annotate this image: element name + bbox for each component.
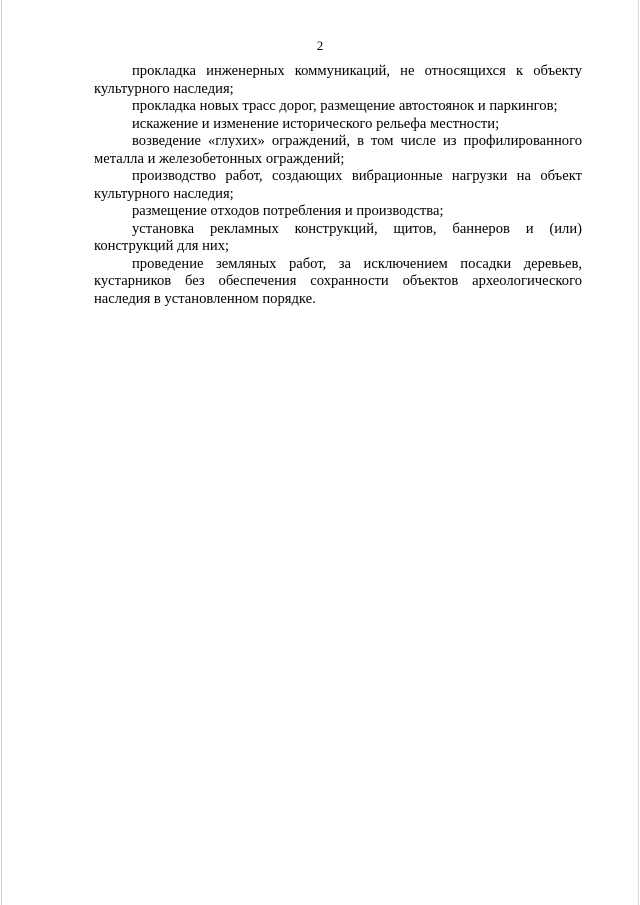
page-number: 2 [316, 38, 324, 53]
restrictions-list [94, 63, 582, 308]
restriction-item: проведение земляных работ, за исключением посадки деревьев, кустарников без обеспечения сохранности объектов археологического наследия в установленном порядке. [94, 255, 582, 307]
restriction-item: установка рекламных конструкций, щитов, баннеров и (или) конструкций для них; [94, 220, 582, 254]
page-left-edge [1, 0, 2, 905]
restriction-item: производство работ, создающих вибрационные нагрузки на объект культурного наследия; [94, 168, 582, 202]
restriction-item: прокладка новых трасс дорог, размещение автостоянок и паркингов; [132, 98, 558, 114]
page-right-edge [638, 0, 639, 905]
restriction-item: искажение и изменение исторического рельефа местности; [132, 115, 500, 132]
restriction-item: размещение отходов потребления и производства; [132, 203, 444, 219]
restriction-item: возведение «глухих» ограждений, в том числе из профилированного металла и железобетонных ограждений; [94, 133, 582, 167]
restriction-item: прокладка инженерных коммуникаций, не относящихся к объекту культурного наследия; [94, 63, 582, 97]
